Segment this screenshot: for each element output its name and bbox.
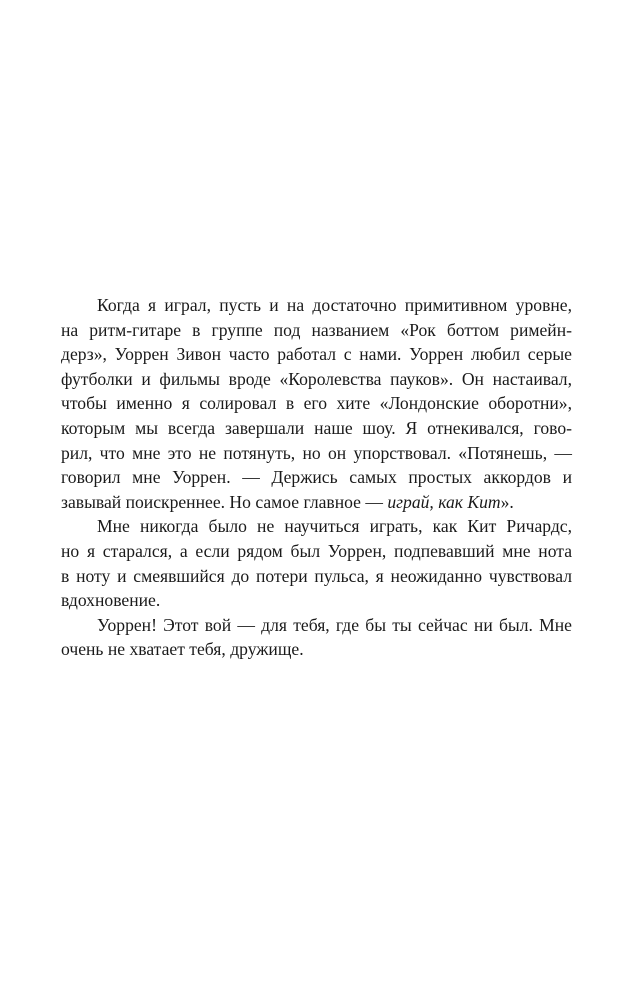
text-line xyxy=(61,490,572,515)
text-line: чтобы именно я солировал в его хите «Лондонские оборотни», xyxy=(61,393,572,414)
text-line: футболки и фильмы вроде «Королевства пауков». Он настаивал, xyxy=(61,368,572,389)
text-line: но я старался, а если рядом был Уоррен, подпевавший мне нота xyxy=(61,540,572,561)
text-segment: ». xyxy=(500,491,514,512)
italic-phrase: играй, как Кит xyxy=(387,491,501,512)
text-line: дерз», Уоррен Зивон часто работал с нами. Уоррен любил серые xyxy=(61,344,572,365)
text-line: Мне никогда было не научиться играть, как Кит Ричардс, xyxy=(97,516,572,537)
text-line: Когда я играл, пусть и на достаточно примитивном уровне, xyxy=(97,295,572,315)
text-line: в ноту и смеявшийся до потери пульса, я неожиданно чувствовал xyxy=(61,565,572,586)
text-line: говорил мне Уоррен. — Держись самых простых аккордов и xyxy=(61,467,572,488)
text-line: на ритм-гитаре в группе под названием «Рок боттом римейн- xyxy=(61,319,572,340)
text-line: вдохновение. xyxy=(61,590,161,611)
body-text xyxy=(61,293,572,662)
paragraph-2 xyxy=(61,514,572,612)
paragraph-3 xyxy=(61,613,572,662)
text-line: Уоррен! Этот вой — для тебя, где бы ты сейчас ни был. Мне xyxy=(97,614,572,635)
paragraph-1 xyxy=(61,293,572,514)
text-line: рил, что мне это не потянуть, но он упорствовал. «Потянешь, — xyxy=(61,442,572,463)
text-segment: завывай поискреннее. Но самое главное — xyxy=(61,491,388,512)
text-line: которым мы всегда завершали наше шоу. Я отнекивался, гово- xyxy=(61,417,572,438)
text-line: очень не хватает тебя, дружище. xyxy=(61,639,304,660)
